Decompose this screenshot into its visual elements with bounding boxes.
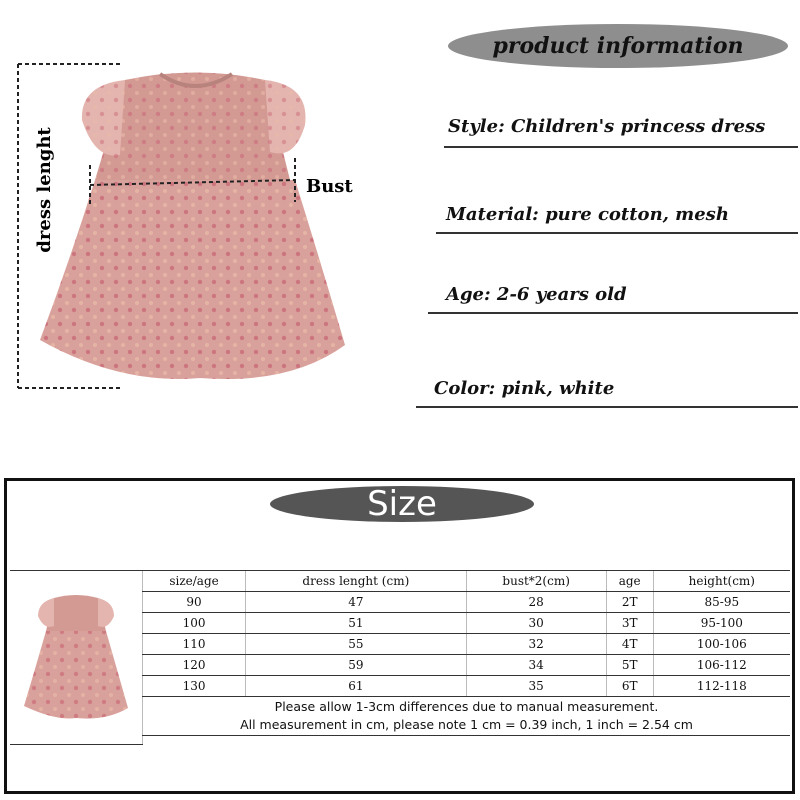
note-line-1: Please allow 1-3cm differences due to manual measurement. [274, 699, 659, 714]
divider [428, 312, 798, 314]
column-header: height(cm) [653, 571, 790, 592]
size-header [270, 486, 534, 522]
table-cell: 2T [606, 592, 653, 613]
table-cell: 3T [606, 613, 653, 634]
note-line-2: All measurement in cm, please note 1 cm = 0.39 inch, 1 inch = 2.54 cm [240, 717, 693, 732]
table-cell: 85-95 [653, 592, 790, 613]
table-cell: 112-118 [653, 676, 790, 697]
dress-measurement-diagram [0, 40, 400, 400]
measurement-note [143, 697, 791, 736]
table-cell: 100 [143, 613, 246, 634]
age-info: Age: 2-6 years old [446, 284, 627, 305]
table-cell: 59 [246, 655, 467, 676]
table-cell: 30 [466, 613, 606, 634]
color-info: Color: pink, white [434, 378, 615, 399]
table-cell: 61 [246, 676, 467, 697]
dress-length-label: dress lenght [34, 127, 55, 253]
table-header-row [10, 571, 790, 592]
table-cell: 55 [246, 634, 467, 655]
table-cell: 47 [246, 592, 467, 613]
table-cell: 5T [606, 655, 653, 676]
table-cell: 6T [606, 676, 653, 697]
table-cell: 95-100 [653, 613, 790, 634]
size-table [10, 570, 790, 745]
table-cell: 28 [466, 592, 606, 613]
table-cell: 100-106 [653, 634, 790, 655]
dress-thumbnail [16, 586, 136, 726]
dress-thumbnail-cell [10, 571, 143, 745]
bust-label: Bust [306, 176, 353, 197]
size-title: Size [367, 484, 437, 524]
table-cell: 4T [606, 634, 653, 655]
product-info-header [448, 24, 788, 68]
table-cell: 130 [143, 676, 246, 697]
column-header: size/age [143, 571, 246, 592]
table-cell: 90 [143, 592, 246, 613]
column-header: dress lenght (cm) [246, 571, 467, 592]
divider [444, 146, 798, 148]
material-info: Material: pure cotton, mesh [446, 204, 729, 225]
divider [436, 232, 798, 234]
table-spacer [143, 736, 791, 745]
table-cell: 32 [466, 634, 606, 655]
column-header: age [606, 571, 653, 592]
divider [416, 406, 798, 408]
product-info-title: product information [492, 33, 744, 59]
style-info: Style: Children's princess dress [448, 116, 766, 137]
table-cell: 34 [466, 655, 606, 676]
table-cell: 120 [143, 655, 246, 676]
table-cell: 35 [466, 676, 606, 697]
table-cell: 110 [143, 634, 246, 655]
column-header: bust*2(cm) [466, 571, 606, 592]
dress-image [40, 73, 345, 380]
table-cell: 51 [246, 613, 467, 634]
table-cell: 106-112 [653, 655, 790, 676]
